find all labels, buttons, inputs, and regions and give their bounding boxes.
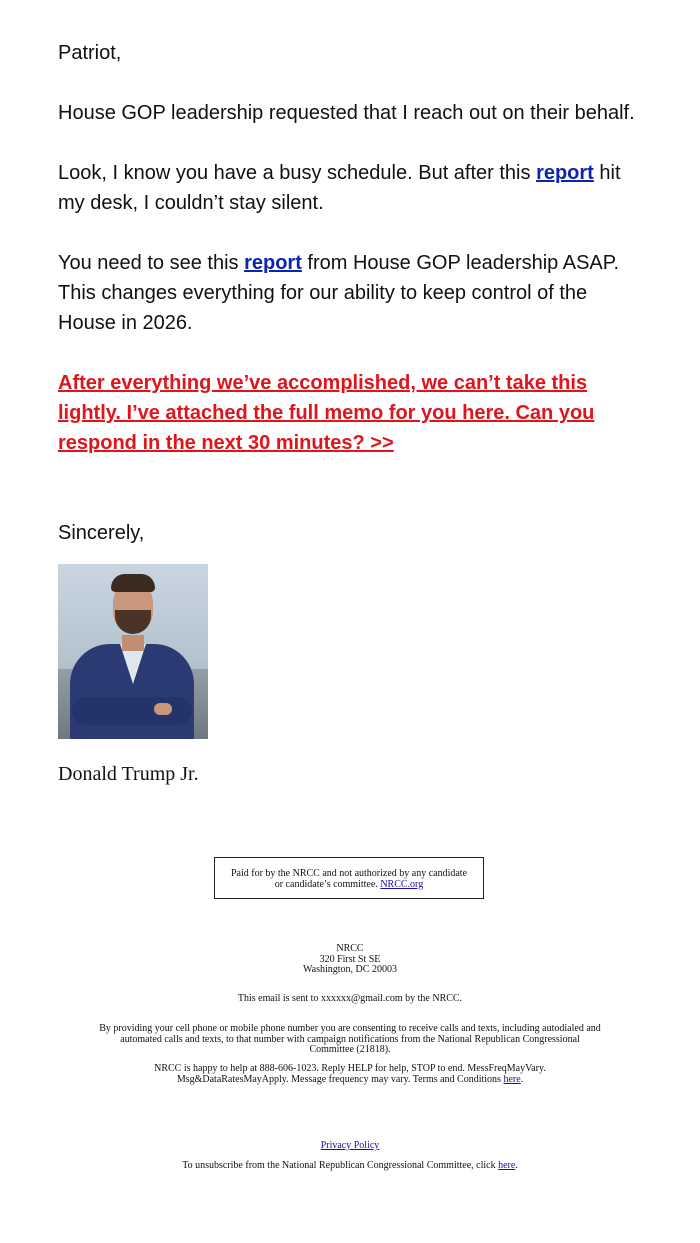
help-notice bbox=[118, 1064, 582, 1085]
privacy-row bbox=[0, 1141, 700, 1152]
greeting: Patriot, bbox=[58, 42, 122, 64]
paragraph-3-text-end: from House GOP leadership ASAP. This changes everything for our ability to keep control of the House in 2026. bbox=[58, 252, 620, 334]
help-text: NRCC is happy to help at 888-606-1023. Reply HELP for help, STOP to end. MessFreqMayVary. Msg&DataRatesMayApply. Message frequency may vary. Terms and Conditions bbox=[154, 1063, 546, 1085]
sent-to-notice: This email is sent to xxxxxx@gmail.com by the NRCC. bbox=[237, 993, 463, 1004]
cta-link[interactable]: After everything we’ve accomplished, we can’t take this lightly. I’ve attached the full memo for you here. Can you respond in the next 30 minutes? >> bbox=[58, 372, 595, 454]
paragraph-2-text-end: hit my desk, I couldn’t stay silent. bbox=[58, 162, 621, 214]
signer-photo bbox=[58, 564, 208, 739]
address-line-1: 320 First St SE bbox=[319, 953, 381, 965]
paragraph-3-text: You need to see this bbox=[58, 252, 245, 274]
terms-link[interactable]: here bbox=[503, 1073, 521, 1085]
paid-for-disclaimer bbox=[214, 857, 484, 899]
unsubscribe-notice bbox=[0, 1161, 700, 1172]
consent-notice: By providing your cell phone or mobile phone number you are consenting to receive calls and texts, including autodialed and automated calls and texts, to that number with campaign notifications from the National Republican Congressional Committee (21818). bbox=[99, 1023, 601, 1055]
report-link-2[interactable]: report bbox=[244, 252, 302, 274]
report-link[interactable]: report bbox=[536, 162, 594, 184]
unsubscribe-link[interactable]: here bbox=[498, 1160, 516, 1171]
signature: Donald Trump Jr. bbox=[58, 763, 199, 785]
help-period: . bbox=[520, 1073, 524, 1085]
paragraph-2-text: Look, I know you have a busy schedule. But after this bbox=[58, 162, 537, 184]
unsubscribe-text: To unsubscribe from the National Republican Congressional Committee, click bbox=[182, 1160, 499, 1171]
paragraph-1: House GOP leadership requested that I reach out on their behalf. bbox=[58, 102, 635, 124]
unsubscribe-period: . bbox=[515, 1160, 518, 1171]
paid-text: Paid for by the NRCC and not authorized by any candidate or candidate’s committee. bbox=[230, 868, 468, 890]
paragraph-2 bbox=[58, 158, 648, 218]
nrcc-link[interactable]: NRCC.org bbox=[380, 879, 424, 890]
footer-address bbox=[0, 944, 700, 976]
closing: Sincerely, bbox=[58, 522, 145, 544]
org-name: NRCC bbox=[336, 943, 364, 954]
privacy-policy-link[interactable]: Privacy Policy bbox=[320, 1140, 380, 1151]
paragraph-3 bbox=[58, 248, 648, 338]
email-body bbox=[58, 38, 648, 789]
address-line-2: Washington, DC 20003 bbox=[303, 964, 397, 975]
